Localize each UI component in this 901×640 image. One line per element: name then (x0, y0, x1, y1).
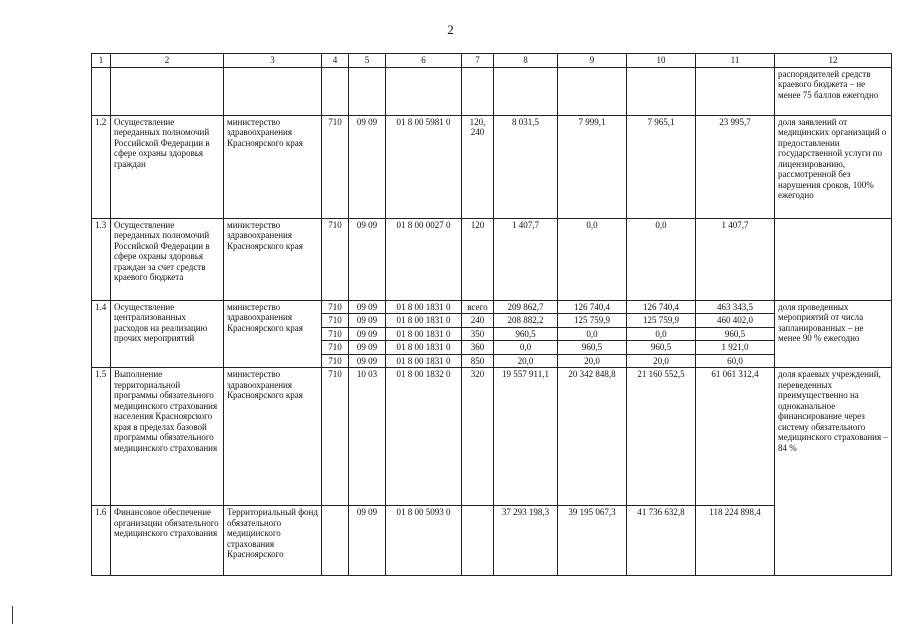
header-cell: 3 (224, 54, 322, 68)
expected-result (775, 218, 892, 300)
table-row (92, 506, 892, 576)
total-amount: 118 224 898,4 (696, 506, 775, 576)
continuation-row (92, 67, 892, 115)
activity-name: Финансовое обеспечение организации обязательного медицинского страхования (111, 506, 224, 576)
header-cell: 5 (349, 54, 386, 68)
organization: Территориальный фонд обязательного медицинского страхования Красноярского (224, 506, 322, 576)
section-code: 09 09 (349, 327, 386, 341)
year3-amount: 21 160 552,5 (627, 368, 696, 506)
section-code: 09 09 (349, 354, 386, 368)
section-code: 09 09 (349, 314, 386, 328)
total-amount: 23 995,7 (696, 115, 775, 218)
year2-amount: 0,0 (558, 327, 627, 341)
section-code: 09 09 (349, 341, 386, 355)
header-cell: 11 (696, 54, 775, 68)
header-cell: 4 (322, 54, 349, 68)
total-amount: 1 921,0 (696, 341, 775, 355)
scan-edge-mark (12, 606, 13, 624)
header-cell: 8 (494, 54, 558, 68)
organization: министерство здравоохранения Красноярского края (224, 368, 322, 506)
target-article-code: 01 8 00 1831 0 (386, 341, 462, 355)
section-code: 09 09 (349, 300, 386, 314)
year2-amount: 20,0 (558, 354, 627, 368)
target-article-code: 01 8 00 5981 0 (386, 115, 462, 218)
expense-type-code: 240 (462, 314, 494, 328)
grbs-code: 710 (322, 300, 349, 314)
expense-type-code: всего (462, 300, 494, 314)
total-amount: 960,5 (696, 327, 775, 341)
row-number: 1.2 (92, 115, 111, 218)
year3-amount: 41 736 632,8 (627, 506, 696, 576)
header-cell: 9 (558, 54, 627, 68)
target-article-code: 01 8 00 1831 0 (386, 300, 462, 314)
expense-type-code: 350 (462, 327, 494, 341)
year1-amount: 37 293 198,3 (494, 506, 558, 576)
row-number: 1.5 (92, 368, 111, 506)
expense-type-code: 120, 240 (462, 115, 494, 218)
year2-amount: 20 342 848,8 (558, 368, 627, 506)
expense-type-code (462, 506, 494, 576)
header-cell: 10 (627, 54, 696, 68)
continuation-note: распорядителей средств краевого бюджета – не менее 75 баллов ежегодно (775, 67, 892, 115)
year3-amount: 0,0 (627, 218, 696, 300)
target-article-code: 01 8 00 1831 0 (386, 314, 462, 328)
year3-amount: 125 759,9 (627, 314, 696, 328)
section-code: 09 09 (349, 506, 386, 576)
row-number: 1.3 (92, 218, 111, 300)
year3-amount: 126 740,4 (627, 300, 696, 314)
grbs-code: 710 (322, 327, 349, 341)
expected-result: доля проведенных мероприятий от числа запланированных – не менее 90 % ежегодно (775, 300, 892, 368)
year1-amount: 960,5 (494, 327, 558, 341)
target-article-code: 01 8 00 1832 0 (386, 368, 462, 506)
year3-amount: 960,5 (627, 341, 696, 355)
expected-result: доля заявлений от медицинских организаций о предоставлении государственной услуги по лицензированию, рассмотренной без нарушения сроков, 100% ежегодно (775, 115, 892, 218)
header-cell: 12 (775, 54, 892, 68)
year1-amount: 8 031,5 (494, 115, 558, 218)
grbs-code: 710 (322, 368, 349, 506)
table-row (92, 218, 892, 300)
header-row (92, 54, 892, 68)
header-cell: 7 (462, 54, 494, 68)
table-row (92, 368, 892, 506)
grbs-code: 710 (322, 314, 349, 328)
activity-name: Осуществление переданных полномочий Российской Федерации в сфере охраны здоровья граждан (111, 115, 224, 218)
organization: министерство здравоохранения Красноярского края (224, 115, 322, 218)
year2-amount: 39 195 067,3 (558, 506, 627, 576)
section-code: 09 09 (349, 115, 386, 218)
section-code: 10 03 (349, 368, 386, 506)
year1-amount: 209 862,7 (494, 300, 558, 314)
target-article-code: 01 8 00 5093 0 (386, 506, 462, 576)
year3-amount: 7 965,1 (627, 115, 696, 218)
budget-table (91, 53, 892, 576)
header-cell: 1 (92, 54, 111, 68)
year1-amount: 208 882,2 (494, 314, 558, 328)
expense-type-code: 320 (462, 368, 494, 506)
year2-amount: 7 999,1 (558, 115, 627, 218)
total-amount: 460 402,0 (696, 314, 775, 328)
year3-amount: 0,0 (627, 327, 696, 341)
section-code: 09 09 (349, 218, 386, 300)
year2-amount: 126 740,4 (558, 300, 627, 314)
year1-amount: 0,0 (494, 341, 558, 355)
organization: министерство здравоохранения Красноярского края (224, 300, 322, 368)
row-number: 1.6 (92, 506, 111, 576)
header-cell: 2 (111, 54, 224, 68)
target-article-code: 01 8 00 0027 0 (386, 218, 462, 300)
grbs-code: 710 (322, 115, 349, 218)
total-amount: 1 407,7 (696, 218, 775, 300)
total-amount: 463 343,5 (696, 300, 775, 314)
total-amount: 61 061 312,4 (696, 368, 775, 506)
row-number: 1.4 (92, 300, 111, 368)
activity-name: Осуществление переданных полномочий Российской Федерации в сфере охраны здоровья граждан за счет средств краевого бюджета (111, 218, 224, 300)
expense-type-code: 120 (462, 218, 494, 300)
header-cell: 6 (386, 54, 462, 68)
year1-amount: 19 557 911,1 (494, 368, 558, 506)
year2-amount: 960,5 (558, 341, 627, 355)
year1-amount: 20,0 (494, 354, 558, 368)
year1-amount: 1 407,7 (494, 218, 558, 300)
grbs-code: 710 (322, 341, 349, 355)
table-row (92, 300, 892, 314)
year3-amount: 20,0 (627, 354, 696, 368)
year2-amount: 0,0 (558, 218, 627, 300)
total-amount: 60,0 (696, 354, 775, 368)
table-row (92, 115, 892, 218)
activity-name: Осуществление централизованных расходов на реализацию прочих мероприятий (111, 300, 224, 368)
grbs-code: 710 (322, 354, 349, 368)
expense-type-code: 360 (462, 341, 494, 355)
expense-type-code: 850 (462, 354, 494, 368)
grbs-code: 710 (322, 218, 349, 300)
target-article-code: 01 8 00 1831 0 (386, 327, 462, 341)
target-article-code: 01 8 00 1831 0 (386, 354, 462, 368)
grbs-code (322, 506, 349, 576)
page-number: 2 (447, 22, 454, 37)
expected-result: доля краевых учреждений, переведенных преимущественно на одноканальное финансирование через систему обязательного медицинского страхования – 84 % (775, 368, 892, 576)
organization: министерство здравоохранения Красноярского края (224, 218, 322, 300)
activity-name: Выполнение территориальной программы обязательного медицинского страхования населения Красноярского края в пределах базовой программы обязательного медицинского страхования (111, 368, 224, 506)
year2-amount: 125 759,9 (558, 314, 627, 328)
